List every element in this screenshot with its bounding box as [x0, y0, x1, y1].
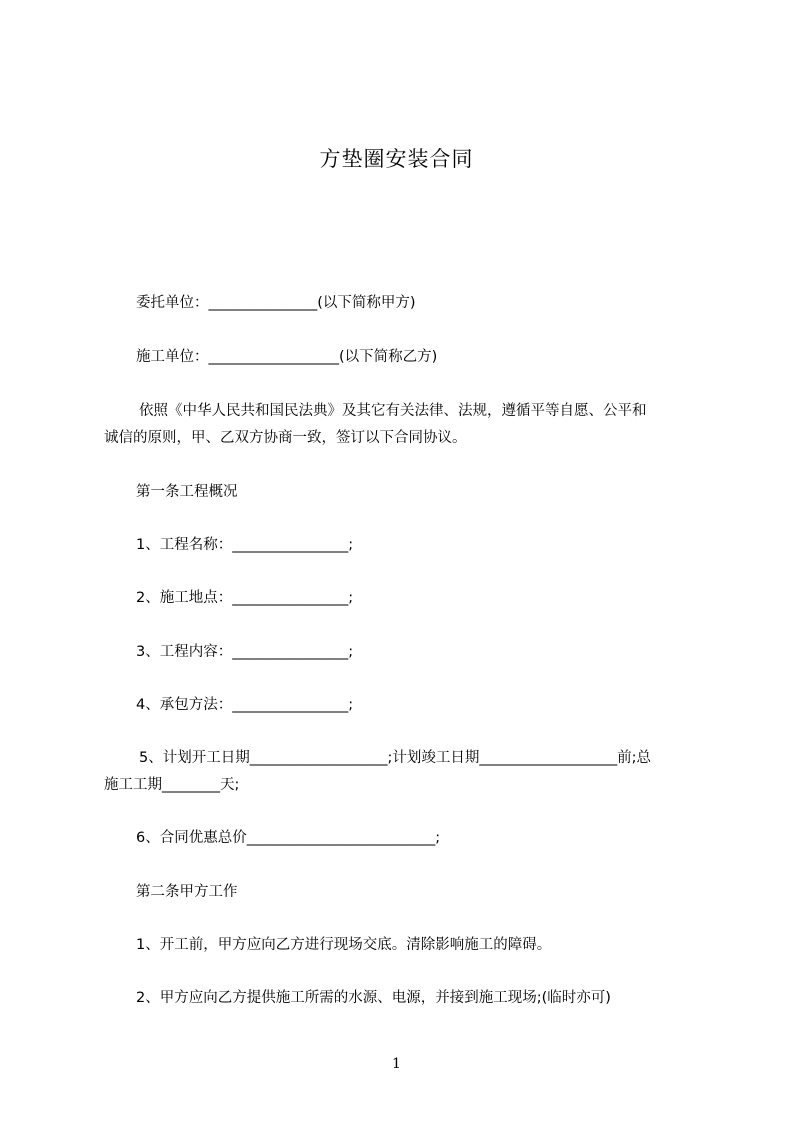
- page-title: 方垫圈安装合同: [319, 147, 474, 171]
- list-item: 3、工程内容：________________;: [136, 644, 354, 660]
- article-1-heading: 第一条工程概况: [136, 484, 238, 500]
- list-item: 4、承包方法：________________;: [136, 697, 354, 713]
- party-b-line: 施工单位：__________________(以下简称乙方): [136, 349, 438, 365]
- list-item: 2、甲方应向乙方提供施工所需的水源、电源，并接到施工现场;(临时亦可): [136, 990, 611, 1006]
- list-item: 6、合同优惠总价__________________________;: [136, 830, 441, 846]
- preamble-line-2: 诚信的原则，甲、乙双方协商一致，签订以下合同协议。: [104, 430, 467, 446]
- list-item: 5、计划开工日期___________________;计划竣工日期___________________前;总: [139, 750, 651, 766]
- page-number: 1: [392, 1056, 401, 1072]
- party-a-line: 委托单位：_______________(以下简称甲方): [136, 295, 416, 311]
- list-item: 1、开工前，甲方应向乙方进行现场交底。清除影响施工的障碍。: [136, 937, 552, 953]
- list-item: 1、工程名称：________________;: [136, 537, 354, 553]
- article-2-heading: 第二条甲方工作: [136, 884, 238, 900]
- list-item: 2、施工地点：________________;: [136, 590, 354, 606]
- list-item-continuation: 施工工期________天;: [104, 777, 240, 793]
- preamble-line-1: 依照《中华人民共和国民法典》及其它有关法律、法规，遵循平等自愿、公平和: [139, 403, 647, 419]
